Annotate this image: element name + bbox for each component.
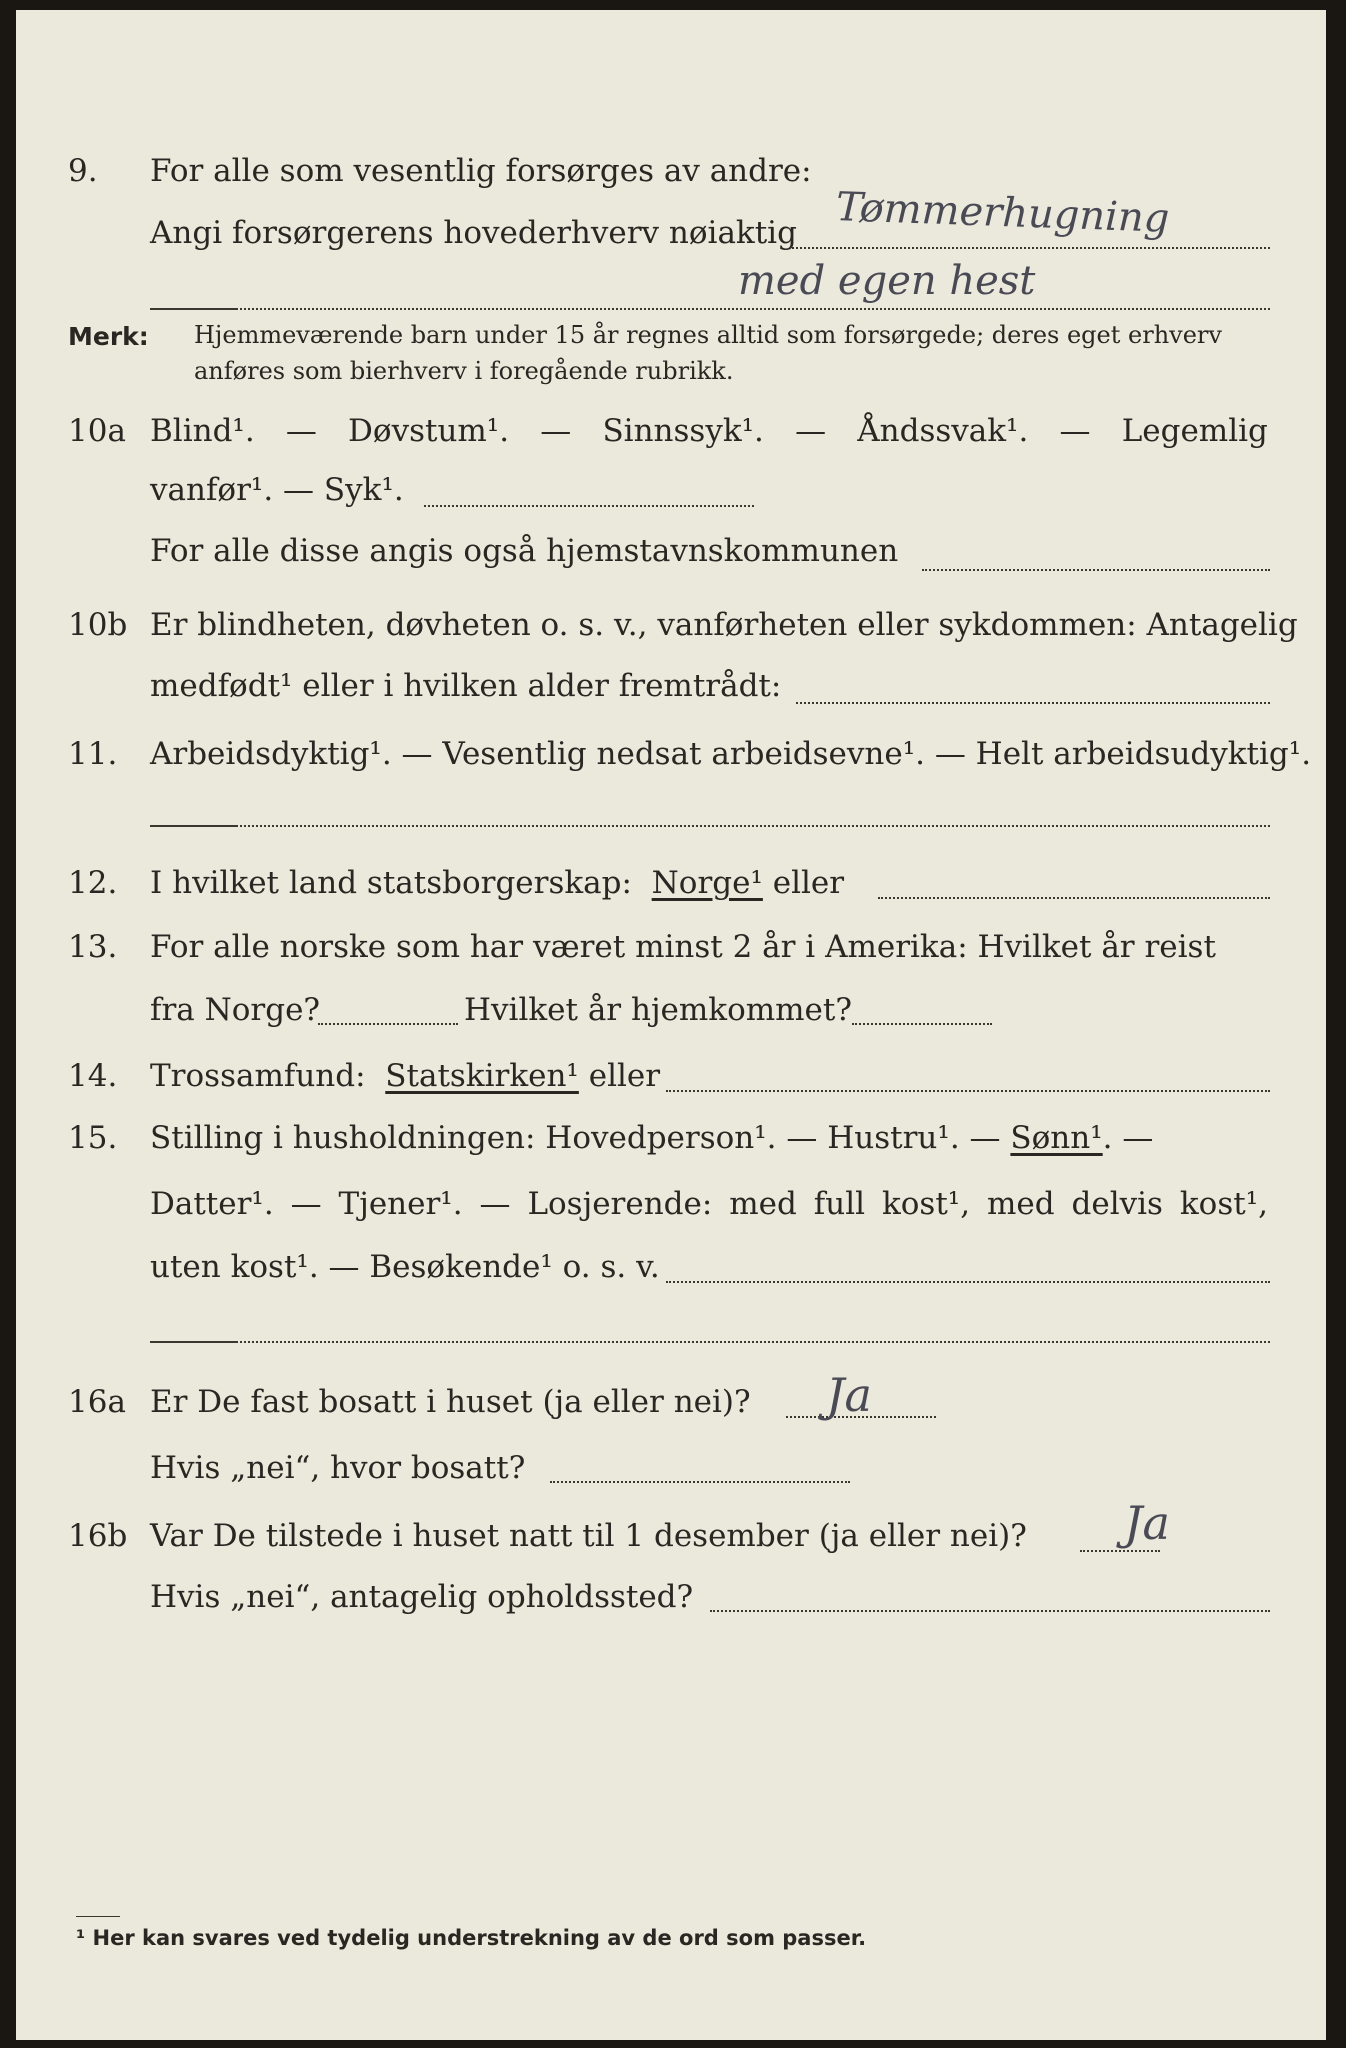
q12-number: 12. <box>68 865 118 901</box>
q16a-text-1: Er De fast bosatt i huset (ja eller nei)? <box>150 1384 751 1420</box>
q10a-word: — <box>795 413 827 449</box>
q10a-word: Åndssvak¹. <box>857 413 1029 449</box>
q15-line2 <box>16 1184 1326 1224</box>
q15-underlined-answer: Sønn¹ <box>1010 1120 1103 1156</box>
q10b-answer-line <box>796 702 1270 704</box>
q16b-answer-line-2 <box>710 1610 1270 1612</box>
q15-word: kost¹, <box>1179 1186 1268 1222</box>
q15-short-line <box>150 1341 236 1343</box>
q15-text-1 <box>150 1118 1153 1158</box>
q13-answer-line-1 <box>318 1023 458 1025</box>
q12-underlined-answer: Norge¹ <box>651 865 763 901</box>
merk-text-1: Hjemmeværende barn under 15 år regnes alltid som forsørgede; deres eget erhverv <box>194 321 1222 349</box>
q15-text-1b: . — <box>1102 1120 1154 1156</box>
q15-word: med <box>729 1186 797 1222</box>
q12-answer-line <box>878 897 1270 899</box>
q10b-text-1: Er blindheten, døvheten o. s. v., vanførheten eller sykdommen: Antagelig <box>150 607 1298 643</box>
q15-word: med <box>987 1186 1055 1222</box>
q9-line1 <box>16 151 1326 191</box>
q9-answer-line <box>792 247 1270 249</box>
q12-suffix: eller <box>772 865 845 901</box>
q10a-answer-line-2 <box>922 569 1270 571</box>
q16b-text-1: Var De tilstede i huset natt til 1 desember (ja eller nei)? <box>150 1518 1027 1554</box>
q10a-line3 <box>16 531 1326 571</box>
census-form-page <box>16 10 1326 2040</box>
q9-text-2: Angi forsørgerens hovederhverv nøiaktig <box>150 215 797 251</box>
q15-line1 <box>16 1118 1326 1158</box>
q13-text-1: For alle norske som har været minst 2 år i Amerika: Hvilket år reist <box>150 929 1216 965</box>
merk-text-2: anføres som bierhverv i foregående rubrikk. <box>194 357 734 385</box>
q10b-line2 <box>16 666 1326 706</box>
q10a-answer-line <box>424 505 754 507</box>
q16a-text-2: Hvis „nei“, hvor bosatt? <box>150 1450 526 1486</box>
q10a-word: — <box>285 413 317 449</box>
q9-handwritten-detail: med egen hest <box>738 258 1036 304</box>
q10a-text-2: vanfør¹. — Syk¹. <box>150 472 404 508</box>
q10a-word: — <box>1059 413 1091 449</box>
q16a-line1 <box>16 1382 1326 1422</box>
q11-short-line <box>150 825 236 827</box>
q14-suffix: eller <box>588 1058 661 1094</box>
q16b-number: 16b <box>68 1518 128 1554</box>
q9-handwritten-occupation: Tømmerhugning <box>835 184 1171 242</box>
q9-number: 9. <box>68 153 98 189</box>
q15-answer-line <box>666 1281 1270 1283</box>
footnote: ¹ Her kan svares ved tydelig understrekning av de ord som passer. <box>76 1926 867 1950</box>
q14-number: 14. <box>68 1058 118 1094</box>
q10a-line2 <box>16 470 1326 510</box>
q15-word: Datter¹. <box>150 1186 274 1222</box>
q13-answer-line-2 <box>852 1023 992 1025</box>
q10b-text-2: medfødt¹ eller i hvilken alder fremtrådt: <box>150 668 782 704</box>
q11-number: 11. <box>68 736 118 772</box>
q13-line1 <box>16 927 1326 967</box>
q15-answer-line-2 <box>236 1341 1270 1343</box>
q11-answer-line <box>236 825 1270 827</box>
q16a-answer-line-2 <box>550 1481 850 1483</box>
q16b-text-2: Hvis „nei“, antagelig opholdssted? <box>150 1579 694 1615</box>
q14-underlined-answer: Statskirken¹ <box>385 1058 579 1094</box>
q10a-word: Sinnssyk¹. <box>602 413 764 449</box>
q13-number: 13. <box>68 929 118 965</box>
footnote-rule <box>76 1916 120 1917</box>
q14-prefix: Trossamfund: <box>150 1058 366 1094</box>
q9-text-1: For alle som vesentlig forsørges av andre: <box>150 153 812 189</box>
q15-word: Tjener¹. <box>338 1186 463 1222</box>
q16a-handwritten-answer: Ja <box>826 1368 872 1422</box>
q10b-number: 10b <box>68 607 128 643</box>
q10a-word: — <box>540 413 572 449</box>
q10a-line1 <box>16 411 1326 451</box>
merk-label: Merk: <box>68 322 149 351</box>
q10a-text-3: For alle disse angis også hjemstavnskommunen <box>150 533 899 569</box>
q9-short-line <box>150 308 236 310</box>
q14-text <box>150 1056 660 1096</box>
q15-word: — <box>479 1186 511 1222</box>
q10a-options <box>150 411 1268 451</box>
q15-word: delvis <box>1071 1186 1163 1222</box>
q10a-word: Blind¹. <box>150 413 255 449</box>
q12-text <box>150 863 844 903</box>
q9-answer-line-2 <box>236 308 1270 310</box>
q15-word: Losjerende: <box>527 1186 713 1222</box>
q15-word: kost¹, <box>881 1186 971 1222</box>
q16b-answer-line <box>1080 1550 1160 1552</box>
q10a-number: 10a <box>68 413 126 449</box>
q13-text-2b: Hvilket år hjemkommet? <box>464 992 852 1028</box>
q16a-number: 16a <box>68 1384 126 1420</box>
q12-prefix: I hvilket land statsborgerskap: <box>150 865 632 901</box>
q11-line1 <box>16 734 1326 774</box>
q13-line2 <box>16 990 1326 1030</box>
q10a-word: Døvstum¹. <box>348 413 510 449</box>
q15-number: 15. <box>68 1120 118 1156</box>
q10a-word: Legemlig <box>1121 413 1268 449</box>
q15-text-1a: Stilling i husholdningen: Hovedperson¹. — Hustru¹. — <box>150 1120 1001 1156</box>
q15-text-3: uten kost¹. — Besøkende¹ o. s. v. <box>150 1249 660 1285</box>
q15-word: — <box>290 1186 322 1222</box>
q16b-handwritten-answer: Ja <box>1124 1496 1170 1550</box>
q10b-line1 <box>16 605 1326 645</box>
q15-word: full <box>813 1186 866 1222</box>
q14-answer-line <box>666 1090 1270 1092</box>
q15-options <box>150 1184 1268 1224</box>
q13-text-2a: fra Norge? <box>150 992 321 1028</box>
q11-text-1: Arbeidsdyktig¹. — Vesentlig nedsat arbeidsevne¹. — Helt arbeidsudyktig¹. <box>150 736 1312 772</box>
